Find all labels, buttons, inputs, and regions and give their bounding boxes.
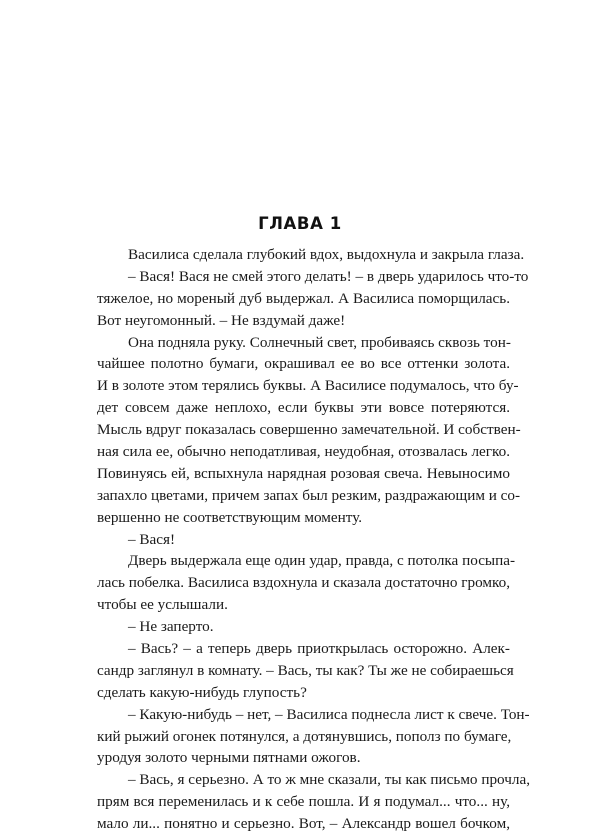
text-line: запахло цветами, причем запах был резким, раздражающим и со- [97,486,521,504]
text-line: Василиса сделала глубокий вдох, выдохнула и закрыла глаза. [128,246,525,263]
text-line: дет совсем даже неплохо, если буквы эти вовсе потеряются. [97,399,510,417]
chapter-title: ГЛАВА 1 [258,214,342,233]
text-line: вершенно не соответствующим моменту. [97,508,363,526]
text-line: Повинуясь ей, вспыхнула нарядная розовая свеча. Невыносимо [97,464,510,482]
text-line: уродуя золото черными пятнами ожогов. [97,749,361,767]
text-line: Мысль вдруг показалась совершенно замечательной. И собствен- [97,421,521,439]
text-line: ная сила ее, обычно неподатливая, неудобная, отозвалась легко. [97,443,510,461]
text-line: И в золоте этом терялись буквы. А Василисе подумалось, что бу- [97,377,519,395]
text-line: сандр заглянул в комнату. – Вась, ты как? Ты же не собираешься [97,661,514,679]
text-line: сделать какую-нибудь глупость? [97,683,307,701]
text-line: лась побелка. Василиса вздохнула и сказала достаточно громко, [97,574,511,592]
text-line: – Вась? – а теперь дверь приоткрылась осторожно. Алек- [128,640,510,658]
text-line: тяжелое, но мореный дуб выдержал. А Василиса поморщилась. [97,289,510,307]
body-text [97,244,531,835]
text-line: мало ли... понятно и серьезно. Вот, – Александр вошел бочком, [97,815,510,833]
text-line: Вот неугомонный. – Не вздумай даже! [97,311,346,329]
text-line: прям вся переменилась и к себе пошла. И я подумал... что... ну, [97,793,510,811]
text-line: – Вася! [128,530,176,548]
text-line: чайшее полотно бумаги, окрашивал ее во все оттенки золота. [97,355,510,373]
text-line: Дверь выдержала еще один удар, правда, с потолка посыпа- [128,552,516,570]
text-line: – Какую-нибудь – нет, – Василиса поднесла лист к свече. Тон- [128,705,530,723]
text-line: чтобы ее услышали. [97,596,228,614]
text-line: – Вася! Вася не смей этого делать! – в дверь ударилось что-то [128,267,529,285]
text-line: – Вась, я серьезно. А то ж мне сказали, ты как письмо прочла, [128,771,531,789]
text-line: Она подняла руку. Солнечный свет, пробиваясь сквозь тон- [128,333,511,351]
text-line: – Не заперто. [128,618,214,636]
text-line: кий рыжий огонек потянулся, а дотянувшись, пополз по бумаге, [97,727,512,745]
